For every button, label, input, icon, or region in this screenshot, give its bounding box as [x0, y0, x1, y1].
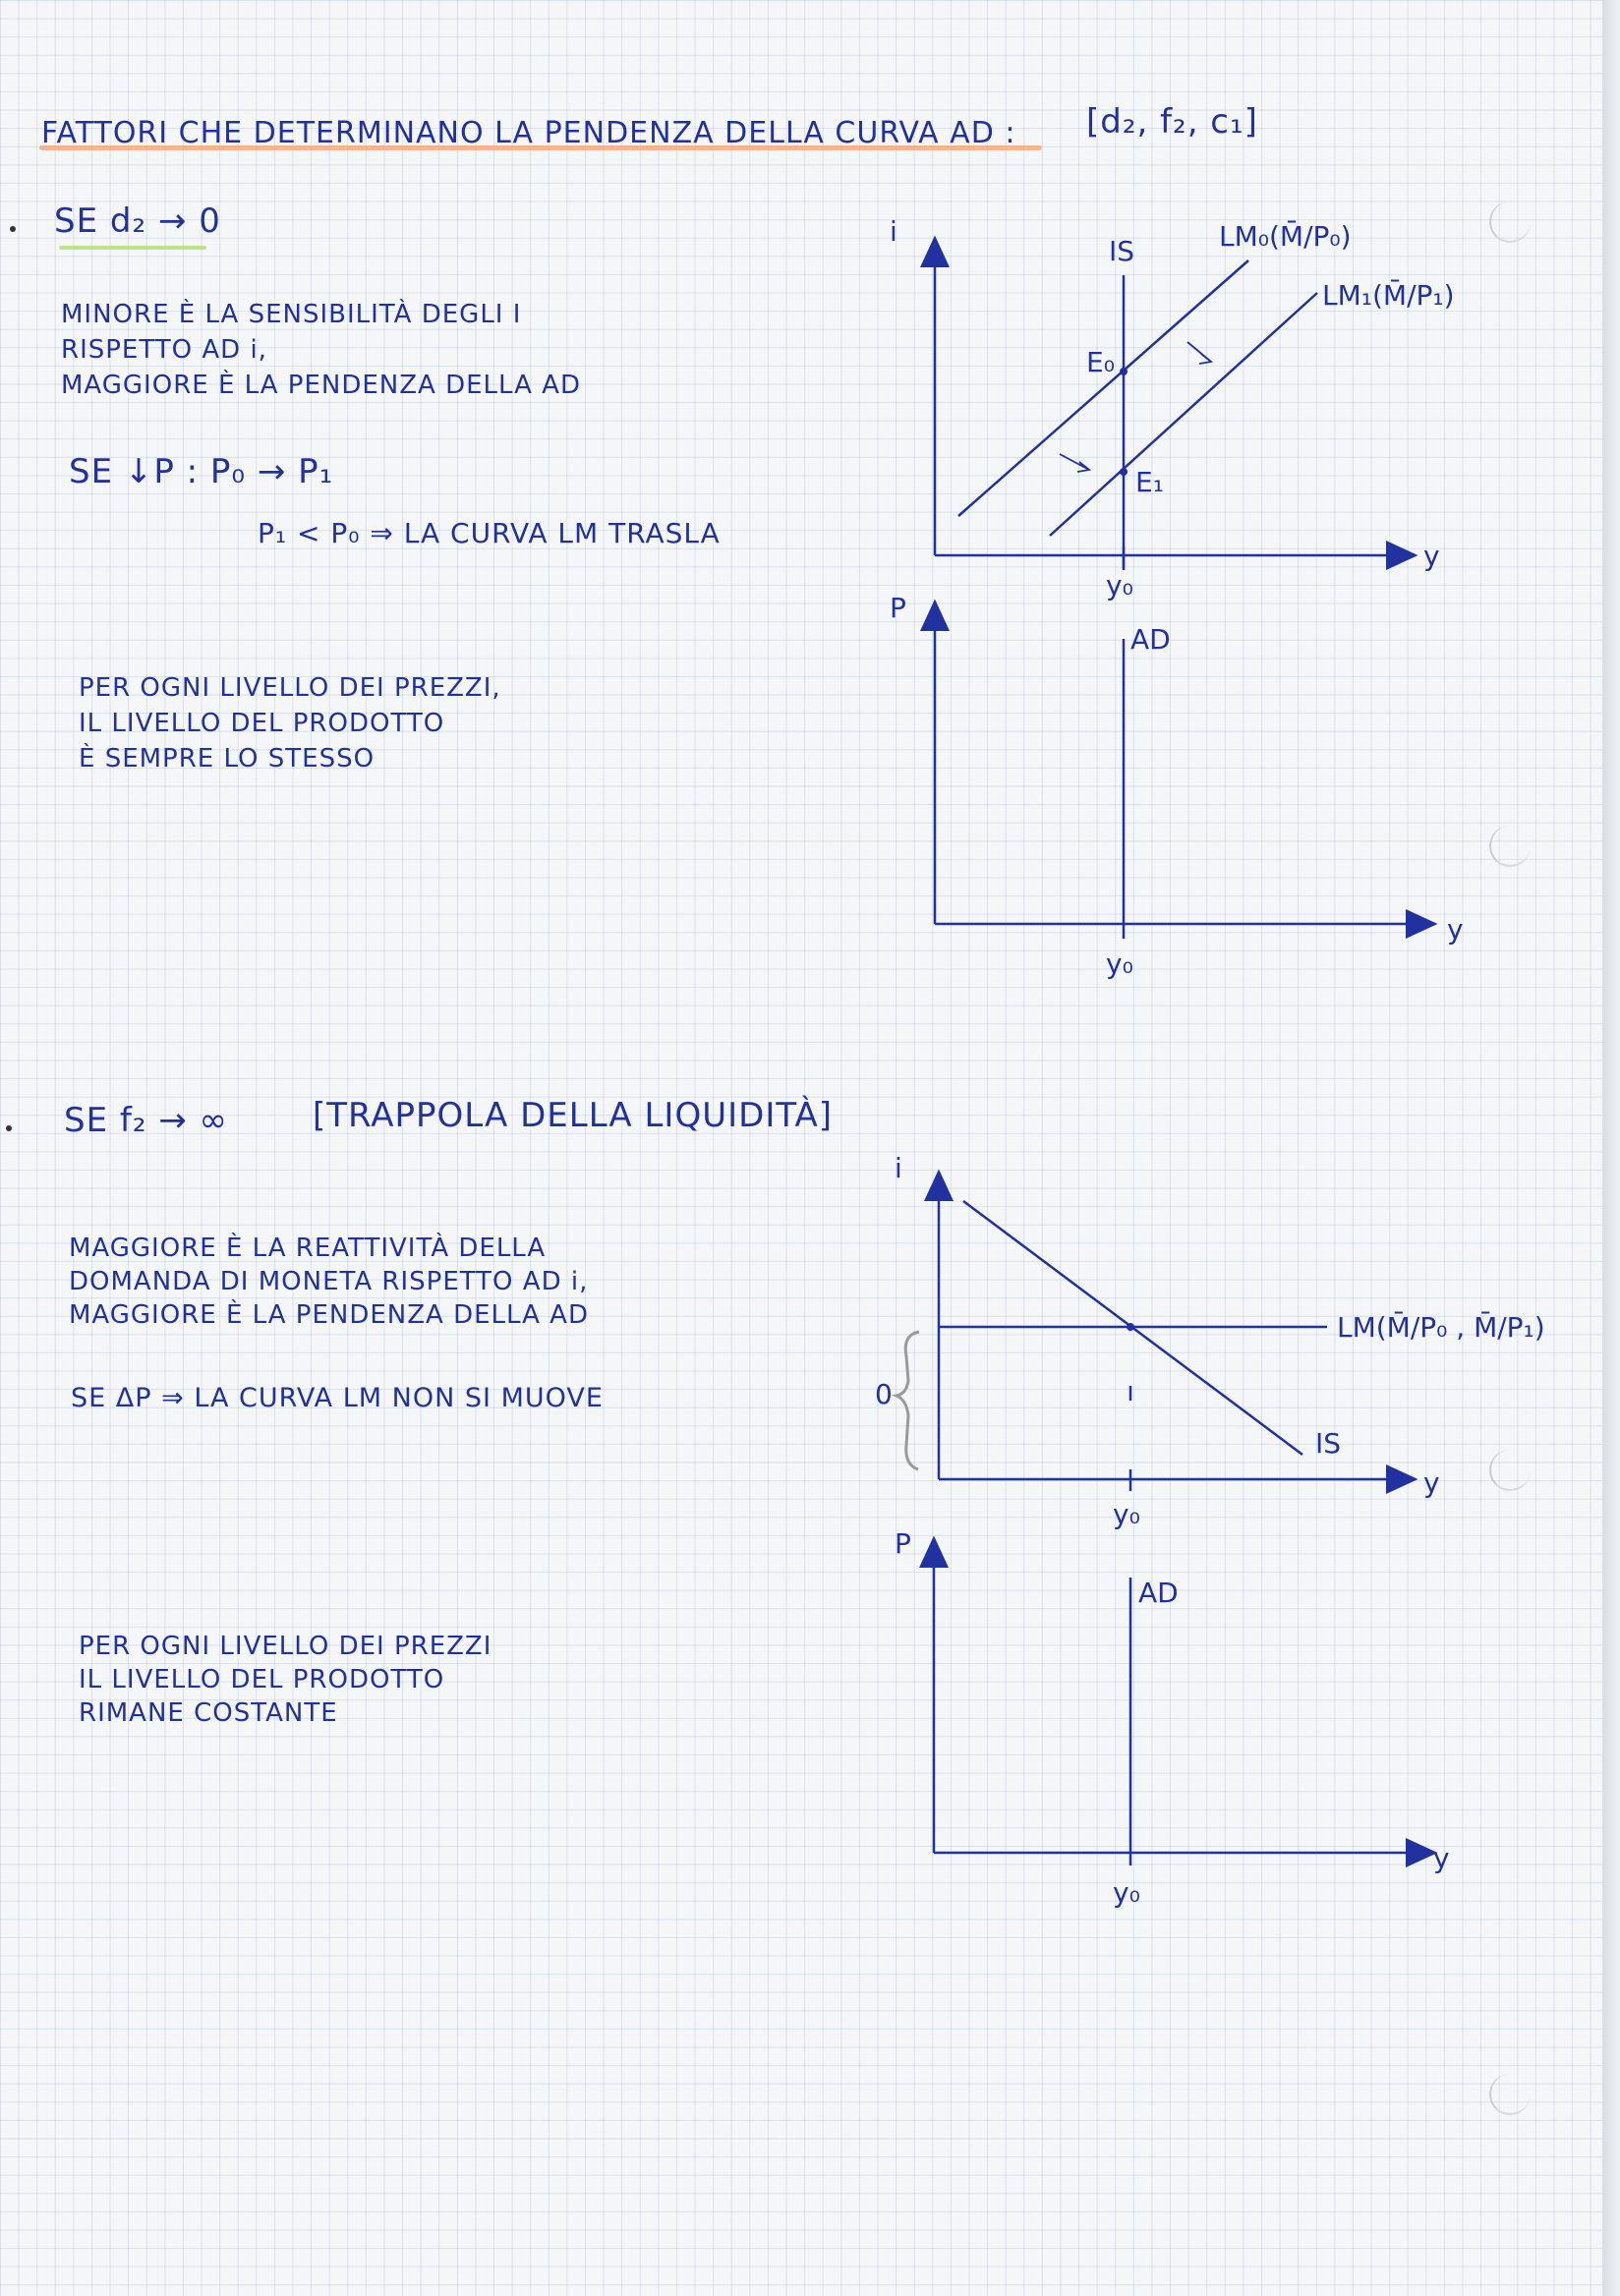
section1-conclusion3: È SEMPRE LO STESSO [79, 744, 376, 774]
graph1-lm1-label: LM₁(M̄/P₁) [1322, 279, 1455, 312]
graph4-y-label: P [895, 1527, 911, 1560]
section1-conclusion2: IL LIVELLO DEL PRODOTTO [79, 709, 445, 738]
graph1-is-label: IS [1109, 235, 1135, 267]
graph3-is-label: IS [1315, 1427, 1342, 1460]
section2-line2: DOMANDA DI MONETA RISPETTO AD i, [69, 1267, 589, 1296]
graph1-y0-label: y₀ [1106, 569, 1133, 602]
graph1-lm0-label: LM₀(M̄/P₀) [1219, 220, 1352, 253]
graph3-brace-label: 0 [875, 1378, 893, 1410]
section2-condition: SE f₂ → ∞ [64, 1101, 228, 1140]
section2-conclusion3: RIMANE COSTANTE [79, 1698, 338, 1728]
section1-line2: RISPETTO AD i, [61, 335, 267, 365]
graph3-y-label: i [895, 1152, 902, 1184]
section1-condition: SE d₂ → 0 [54, 201, 221, 241]
graph4-ad [934, 1538, 1435, 1866]
graph2-ad-label: AD [1130, 623, 1171, 656]
graph1-lm1-curve [1050, 293, 1317, 536]
section2-line3: MAGGIORE È LA PENDENZA DELLA AD [69, 1300, 589, 1330]
graph4-y0-label: y₀ [1113, 1876, 1140, 1909]
graph1-e1-label: E₁ [1135, 466, 1164, 498]
graph3-brace [897, 1332, 919, 1469]
section2-line1: MAGGIORE È LA REATTIVITÀ DELLA [69, 1234, 547, 1263]
graph1-lm0-curve [958, 260, 1248, 516]
section1-line3: MAGGIORE È LA PENDENZA DELLA AD [61, 371, 581, 400]
section1-conclusion1: PER OGNI LIVELLO DEI PREZZI, [79, 673, 501, 703]
graph3-lm-label: LM(M̄/P₀ , M̄/P₁) [1337, 1311, 1545, 1344]
graph2-y-label: P [890, 592, 906, 624]
graph4-x-label: y [1433, 1842, 1450, 1874]
graph2-y0-label: y₀ [1106, 947, 1133, 980]
graph1-e1-point [1120, 468, 1128, 476]
graph1-y-label: i [890, 215, 897, 248]
section1-line1: MINORE È LA SENSIBILITÀ DEGLI I [61, 300, 522, 329]
title-params: [d₂, f₂, c₁] [1086, 102, 1258, 142]
graph3-x-label: y [1423, 1466, 1440, 1499]
section1-price-change: SE ↓P : P₀ → P₁ [69, 452, 334, 491]
graph3-y0-label: y₀ [1113, 1498, 1140, 1530]
graph4-ad-label: AD [1138, 1577, 1179, 1609]
page-title: FATTORI CHE DETERMINANO LA PENDENZA DELLA CURVA AD : [41, 116, 1016, 150]
section2-conclusion2: IL LIVELLO DEL PRODOTTO [79, 1665, 445, 1694]
graph1-e0-point [1120, 368, 1128, 375]
section1-lm-shift: P₁ < P₀ ⇒ LA CURVA LM TRASLA [258, 517, 721, 549]
section2-note: SE ΔP ⇒ LA CURVA LM NON SI MUOVE [71, 1383, 604, 1413]
section2-bracket: [TRAPPOLA DELLA LIQUIDITÀ] [313, 1096, 833, 1135]
graph1-shift-arrow [1187, 342, 1211, 364]
section2-conclusion1: PER OGNI LIVELLO DEI PREZZI [79, 1632, 492, 1661]
graph2-ad [935, 602, 1435, 939]
graph3-equilibrium-point [1127, 1323, 1134, 1331]
graph2-x-label: y [1447, 913, 1464, 946]
graph1-e0-label: E₀ [1086, 346, 1115, 378]
graph1-shift-arrow [1060, 454, 1089, 472]
graph1-x-label: y [1423, 540, 1440, 572]
